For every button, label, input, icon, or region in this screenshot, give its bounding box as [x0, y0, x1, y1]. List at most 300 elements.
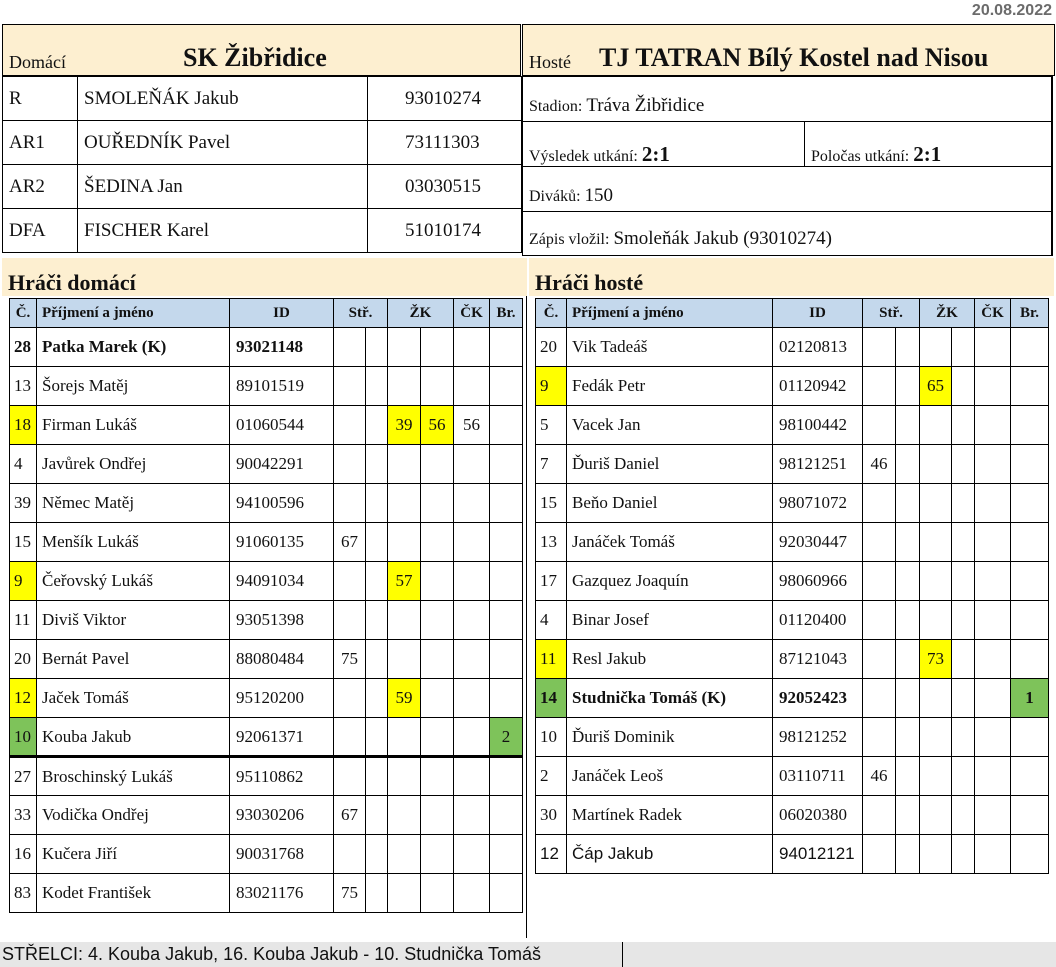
- player-row: [536, 796, 1049, 835]
- red-card-minute: [975, 601, 1011, 640]
- sub-minute-2: [896, 757, 920, 796]
- yellow-card-minute: [920, 835, 952, 874]
- yellow-card-minute: [920, 484, 952, 523]
- player-name: Janáček Leoš: [567, 757, 773, 796]
- sub-minute-2: [366, 796, 388, 835]
- red-card-minute: [454, 601, 490, 640]
- sub-minute-2: [366, 523, 388, 562]
- goals-count: [490, 523, 523, 562]
- goals-count: 2: [490, 718, 523, 757]
- yellow-card-minute-2: [952, 601, 975, 640]
- yellow-card-minute: [920, 757, 952, 796]
- official-row: [3, 77, 522, 121]
- red-card-minute: [975, 484, 1011, 523]
- player-id: 94100596: [230, 484, 334, 523]
- red-card-minute: [975, 796, 1011, 835]
- sub-minute-2: [896, 523, 920, 562]
- player-row: [10, 718, 523, 757]
- entered-by-row: [523, 212, 1051, 255]
- yellow-card-minute-2: [952, 523, 975, 562]
- player-row: [10, 406, 523, 445]
- home-players-title: Hráči domácí: [2, 258, 527, 296]
- player-name: Diviš Viktor: [37, 601, 230, 640]
- player-row: [536, 523, 1049, 562]
- player-id: 95110862: [230, 757, 334, 796]
- sub-minute-2: [366, 328, 388, 367]
- sub-minute-2: [896, 484, 920, 523]
- sub-minute: 46: [863, 445, 896, 484]
- sub-minute: [334, 757, 366, 796]
- yellow-card-minute: [920, 445, 952, 484]
- player-id: 98100442: [773, 406, 863, 445]
- home-label: Domácí: [9, 52, 66, 72]
- yellow-card-minute: [920, 406, 952, 445]
- player-id: 90042291: [230, 445, 334, 484]
- sub-minute-2: [366, 445, 388, 484]
- player-row: [10, 523, 523, 562]
- player-name: Gazquez Joaquín: [567, 562, 773, 601]
- sub-minute: [334, 445, 366, 484]
- red-card-minute: [454, 874, 490, 913]
- player-name: Čáp Jakub: [567, 835, 773, 874]
- col-red: ČK: [975, 299, 1011, 328]
- goals-count: [490, 601, 523, 640]
- sub-minute-2: [366, 679, 388, 718]
- player-number: 10: [536, 718, 567, 757]
- entered-by-value: Smoleňák Jakub (93010274): [613, 228, 832, 249]
- red-card-minute: [454, 757, 490, 796]
- player-row: [10, 328, 523, 367]
- official-role: DFA: [3, 209, 78, 253]
- official-id: 93010274: [368, 77, 522, 121]
- sub-minute: [863, 835, 896, 874]
- goals-count: [1011, 601, 1049, 640]
- yellow-card-minute-2: [952, 562, 975, 601]
- player-row: [10, 679, 523, 718]
- yellow-card-minute-2: [952, 484, 975, 523]
- player-name: Kouba Jakub: [37, 718, 230, 757]
- yellow-card-minute-2: [952, 406, 975, 445]
- yellow-card-minute-2: [952, 796, 975, 835]
- sub-minute: [334, 718, 366, 757]
- sub-minute: [334, 328, 366, 367]
- sub-minute: [334, 835, 366, 874]
- player-row: [10, 757, 523, 796]
- spectators-label: Diváků:: [529, 188, 581, 205]
- player-row: [10, 796, 523, 835]
- sub-minute: [863, 367, 896, 406]
- sub-minute-2: [366, 484, 388, 523]
- player-name: Beňo Daniel: [567, 484, 773, 523]
- red-card-minute: [975, 640, 1011, 679]
- player-row: [10, 640, 523, 679]
- player-number: 11: [536, 640, 567, 679]
- official-name: SMOLEŇÁK Jakub: [78, 77, 368, 121]
- goals-count: [1011, 835, 1049, 874]
- sub-minute-2: [896, 445, 920, 484]
- official-name: OUŘEDNÍK Pavel: [78, 121, 368, 165]
- goals-count: 1: [1011, 679, 1049, 718]
- player-number: 5: [536, 406, 567, 445]
- player-number: 9: [10, 562, 37, 601]
- home-team-header: [2, 24, 521, 76]
- player-name: Vacek Jan: [567, 406, 773, 445]
- goals-count: [490, 640, 523, 679]
- player-name: Čeřovský Lukáš: [37, 562, 230, 601]
- official-role: R: [3, 77, 78, 121]
- official-name: ŠEDINA Jan: [78, 165, 368, 209]
- goals-count: [490, 484, 523, 523]
- player-id: 89101519: [230, 367, 334, 406]
- col-sub: Stř.: [334, 299, 388, 328]
- yellow-card-minute-2: [421, 562, 454, 601]
- player-row: [536, 679, 1049, 718]
- player-id: 92052423: [773, 679, 863, 718]
- spectators-row: [523, 167, 1051, 212]
- sub-minute: 46: [863, 757, 896, 796]
- goals-count: [490, 757, 523, 796]
- red-card-minute: [454, 640, 490, 679]
- player-name: Binar Josef: [567, 601, 773, 640]
- official-name: FISCHER Karel: [78, 209, 368, 253]
- yellow-card-minute: [388, 718, 421, 757]
- red-card-minute: [975, 523, 1011, 562]
- official-row: [3, 209, 522, 253]
- sub-minute-2: [366, 562, 388, 601]
- sub-minute-2: [896, 601, 920, 640]
- goals-count: [1011, 445, 1049, 484]
- yellow-card-minute: [388, 445, 421, 484]
- player-number: 10: [10, 718, 37, 757]
- red-card-minute: [454, 367, 490, 406]
- player-number: 20: [10, 640, 37, 679]
- yellow-card-minute: 65: [920, 367, 952, 406]
- player-id: 01120400: [773, 601, 863, 640]
- player-number: 11: [10, 601, 37, 640]
- player-name: Kučera Jiří: [37, 835, 230, 874]
- sub-minute: [334, 367, 366, 406]
- yellow-card-minute-2: [952, 718, 975, 757]
- yellow-card-minute-2: 56: [421, 406, 454, 445]
- col-id: ID: [773, 299, 863, 328]
- sub-minute: [863, 640, 896, 679]
- official-id: 51010174: [368, 209, 522, 253]
- yellow-card-minute: [920, 562, 952, 601]
- player-id: 83021176: [230, 874, 334, 913]
- player-id: 93051398: [230, 601, 334, 640]
- yellow-card-minute: [920, 679, 952, 718]
- goals-count: [1011, 796, 1049, 835]
- player-id: 98071072: [773, 484, 863, 523]
- sub-minute-2: [366, 874, 388, 913]
- sub-minute: [863, 796, 896, 835]
- halftime-label: Poločas utkání:: [811, 148, 910, 165]
- player-id: 94091034: [230, 562, 334, 601]
- sub-minute-2: [896, 328, 920, 367]
- player-number: 7: [536, 445, 567, 484]
- goals-count: [1011, 406, 1049, 445]
- player-number: 28: [10, 328, 37, 367]
- away-team-header: [522, 24, 1055, 76]
- yellow-card-minute-2: [421, 601, 454, 640]
- sub-minute-2: [896, 796, 920, 835]
- red-card-minute: [975, 835, 1011, 874]
- player-number: 16: [10, 835, 37, 874]
- footer-background: [623, 942, 1056, 967]
- yellow-card-minute: [920, 718, 952, 757]
- player-row: [536, 328, 1049, 367]
- red-card-minute: [975, 406, 1011, 445]
- player-number: 27: [10, 757, 37, 796]
- yellow-card-minute-2: [421, 367, 454, 406]
- player-row: [10, 484, 523, 523]
- player-id: 92030447: [773, 523, 863, 562]
- sub-minute: [863, 601, 896, 640]
- player-number: 4: [536, 601, 567, 640]
- sub-minute: [863, 718, 896, 757]
- yellow-card-minute: [920, 601, 952, 640]
- player-id: 03110711: [773, 757, 863, 796]
- player-name: Patka Marek (K): [37, 328, 230, 367]
- player-row: [10, 562, 523, 601]
- yellow-card-minute-2: [952, 679, 975, 718]
- sub-minute-2: [366, 835, 388, 874]
- sub-minute: [863, 406, 896, 445]
- player-number: 15: [536, 484, 567, 523]
- red-card-minute: [454, 835, 490, 874]
- yellow-card-minute-2: [952, 445, 975, 484]
- player-row: [536, 757, 1049, 796]
- scorers-line: STŘELCI: 4. Kouba Jakub, 16. Kouba Jakub - 10. Studnička Tomáš: [0, 942, 623, 967]
- col-name: Příjmení a jméno: [567, 299, 773, 328]
- player-name: Firman Lukáš: [37, 406, 230, 445]
- goals-count: [1011, 562, 1049, 601]
- yellow-card-minute-2: [421, 328, 454, 367]
- yellow-card-minute: 73: [920, 640, 952, 679]
- yellow-card-minute-2: [952, 640, 975, 679]
- sub-minute-2: [366, 757, 388, 796]
- col-goals: Br.: [490, 299, 523, 328]
- col-id: ID: [230, 299, 334, 328]
- player-id: 98121252: [773, 718, 863, 757]
- red-card-minute: [975, 757, 1011, 796]
- yellow-card-minute-2: [421, 640, 454, 679]
- official-row: [3, 121, 522, 165]
- goals-count: [1011, 640, 1049, 679]
- red-card-minute: [454, 445, 490, 484]
- goals-count: [1011, 757, 1049, 796]
- sub-minute-2: [896, 640, 920, 679]
- sub-minute: 67: [334, 523, 366, 562]
- away-team-name: TJ TATRAN Bílý Kostel nad Nisou: [599, 43, 989, 72]
- col-red: ČK: [454, 299, 490, 328]
- col-num: Č.: [10, 299, 37, 328]
- official-id: 03030515: [368, 165, 522, 209]
- player-number: 30: [536, 796, 567, 835]
- goals-count: [490, 562, 523, 601]
- player-name: Vik Tadeáš: [567, 328, 773, 367]
- goals-count: [490, 679, 523, 718]
- player-row: [536, 640, 1049, 679]
- result-row: [523, 122, 1051, 167]
- player-number: 15: [10, 523, 37, 562]
- player-row: [536, 601, 1049, 640]
- goals-count: [490, 835, 523, 874]
- player-name: Studnička Tomáš (K): [567, 679, 773, 718]
- col-yellow: ŽK: [920, 299, 975, 328]
- spectators-value: 150: [584, 185, 614, 206]
- sub-minute-2: [896, 835, 920, 874]
- yellow-card-minute: [388, 484, 421, 523]
- sub-minute: [863, 562, 896, 601]
- officials-table: [2, 76, 522, 253]
- sub-minute: 75: [334, 874, 366, 913]
- red-card-minute: [975, 445, 1011, 484]
- sub-minute-2: [366, 718, 388, 757]
- away-players-panel: [529, 258, 1054, 938]
- yellow-card-minute-2: [952, 835, 975, 874]
- goals-count: [490, 874, 523, 913]
- player-number: 2: [536, 757, 567, 796]
- player-number: 33: [10, 796, 37, 835]
- yellow-card-minute-2: [421, 484, 454, 523]
- away-players-table: [535, 298, 1049, 874]
- player-name: Janáček Tomáš: [567, 523, 773, 562]
- player-row: [536, 406, 1049, 445]
- yellow-card-minute: 59: [388, 679, 421, 718]
- home-table-header: [10, 299, 523, 328]
- yellow-card-minute: [388, 835, 421, 874]
- sub-minute: [863, 328, 896, 367]
- result-value: 2:1: [641, 142, 670, 166]
- player-row: [10, 601, 523, 640]
- red-card-minute: [975, 367, 1011, 406]
- yellow-card-minute: [388, 757, 421, 796]
- red-card-minute: [454, 796, 490, 835]
- yellow-card-minute-2: [421, 874, 454, 913]
- player-row: [10, 835, 523, 874]
- report-date: 20.08.2022: [971, 2, 1052, 19]
- sub-minute-2: [366, 406, 388, 445]
- sub-minute-2: [366, 601, 388, 640]
- sub-minute-2: [366, 367, 388, 406]
- player-name: Jaček Tomáš: [37, 679, 230, 718]
- home-team-name: SK Žibřidice: [183, 43, 327, 72]
- player-number: 4: [10, 445, 37, 484]
- player-name: Němec Matěj: [37, 484, 230, 523]
- player-id: 88080484: [230, 640, 334, 679]
- sub-minute: [863, 523, 896, 562]
- col-goals: Br.: [1011, 299, 1049, 328]
- yellow-card-minute-2: [952, 757, 975, 796]
- yellow-card-minute: [388, 874, 421, 913]
- red-card-minute: [454, 679, 490, 718]
- red-card-minute: [975, 328, 1011, 367]
- player-id: 94012121: [773, 835, 863, 874]
- player-name: Fedák Petr: [567, 367, 773, 406]
- sub-minute: [334, 406, 366, 445]
- player-row: [536, 484, 1049, 523]
- player-row: [10, 367, 523, 406]
- goals-count: [1011, 367, 1049, 406]
- red-card-minute: [975, 718, 1011, 757]
- yellow-card-minute: [388, 367, 421, 406]
- sub-minute-2: [896, 718, 920, 757]
- yellow-card-minute-2: [421, 523, 454, 562]
- goals-count: [1011, 523, 1049, 562]
- goals-count: [490, 328, 523, 367]
- official-role: AR2: [3, 165, 78, 209]
- red-card-minute: [975, 679, 1011, 718]
- player-name: Vodička Ondřej: [37, 796, 230, 835]
- yellow-card-minute: [920, 796, 952, 835]
- yellow-card-minute: [920, 328, 952, 367]
- home-players-panel: [2, 258, 527, 938]
- player-id: 87121043: [773, 640, 863, 679]
- official-id: 73111303: [368, 121, 522, 165]
- yellow-card-minute-2: [952, 367, 975, 406]
- col-yellow: ŽK: [388, 299, 454, 328]
- yellow-card-minute-2: [421, 796, 454, 835]
- player-row: [536, 445, 1049, 484]
- player-name: Ďuriš Dominik: [567, 718, 773, 757]
- player-name: Kodet František: [37, 874, 230, 913]
- player-id: 95120200: [230, 679, 334, 718]
- away-label: Hosté: [529, 52, 571, 72]
- col-num: Č.: [536, 299, 567, 328]
- sub-minute-2: [896, 406, 920, 445]
- sub-minute: 75: [334, 640, 366, 679]
- red-card-minute: 56: [454, 406, 490, 445]
- player-id: 98060966: [773, 562, 863, 601]
- col-name: Příjmení a jméno: [37, 299, 230, 328]
- official-row: [3, 165, 522, 209]
- player-row: [536, 562, 1049, 601]
- player-id: 90031768: [230, 835, 334, 874]
- entered-by-label: Zápis vložil:: [529, 231, 610, 248]
- yellow-card-minute-2: [421, 718, 454, 757]
- player-row: [10, 445, 523, 484]
- goals-count: [1011, 328, 1049, 367]
- player-number: 17: [536, 562, 567, 601]
- stadium-label: Stadion:: [529, 98, 583, 115]
- red-card-minute: [454, 328, 490, 367]
- player-name: Martínek Radek: [567, 796, 773, 835]
- red-card-minute: [454, 523, 490, 562]
- player-id: 02120813: [773, 328, 863, 367]
- player-number: 14: [536, 679, 567, 718]
- yellow-card-minute: [388, 523, 421, 562]
- yellow-card-minute-2: [421, 835, 454, 874]
- sub-minute: [863, 679, 896, 718]
- player-id: 93021148: [230, 328, 334, 367]
- player-name: Javůrek Ondřej: [37, 445, 230, 484]
- sub-minute-2: [896, 679, 920, 718]
- yellow-card-minute: 39: [388, 406, 421, 445]
- yellow-card-minute-2: [421, 445, 454, 484]
- player-number: 83: [10, 874, 37, 913]
- yellow-card-minute: [388, 601, 421, 640]
- player-name: Resl Jakub: [567, 640, 773, 679]
- player-row: [10, 874, 523, 913]
- player-name: Šorejs Matěj: [37, 367, 230, 406]
- player-id: 06020380: [773, 796, 863, 835]
- red-card-minute: [454, 562, 490, 601]
- yellow-card-minute: [920, 523, 952, 562]
- player-name: Bernát Pavel: [37, 640, 230, 679]
- player-id: 93030206: [230, 796, 334, 835]
- sub-minute: [334, 484, 366, 523]
